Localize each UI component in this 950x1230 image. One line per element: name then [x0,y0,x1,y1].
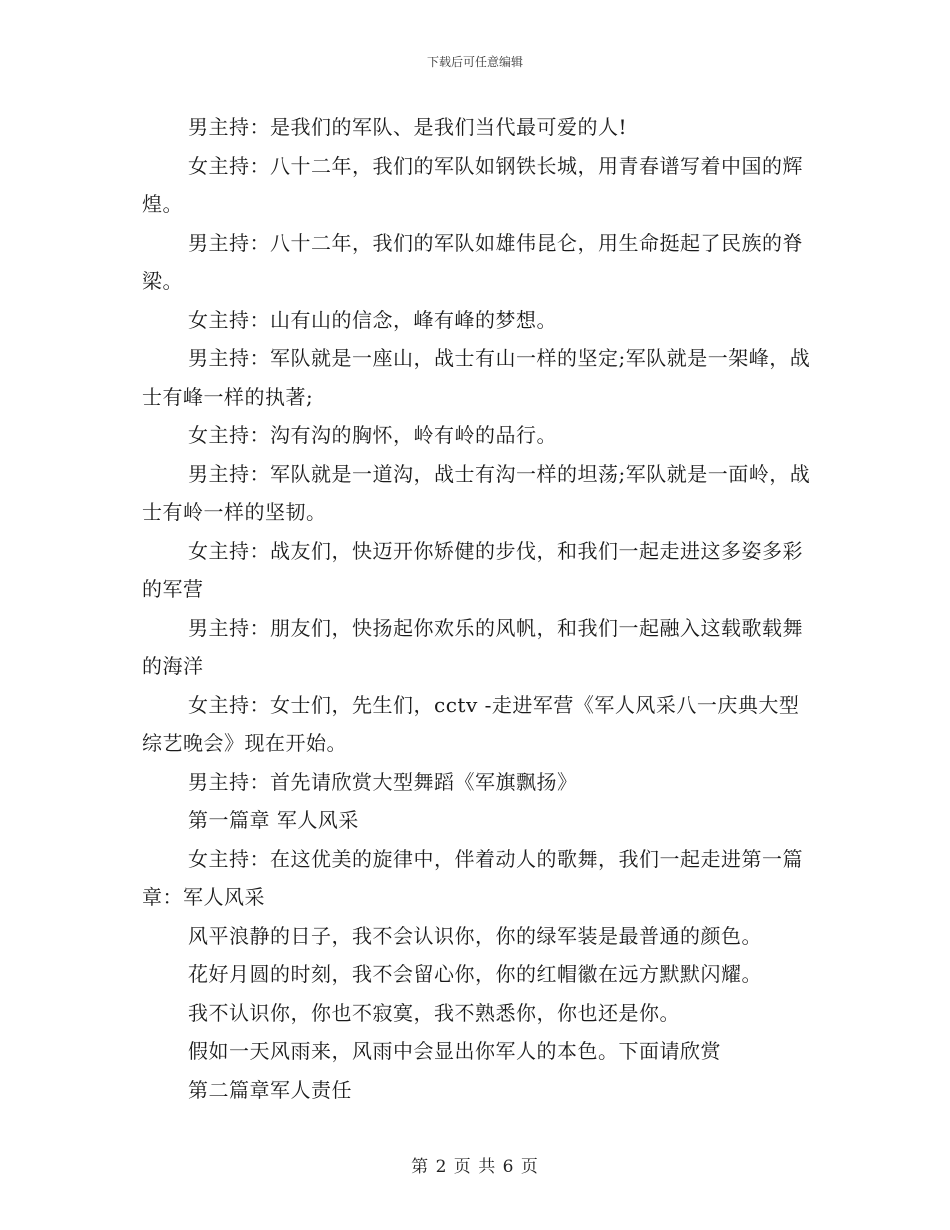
page-number: 第 2 页 共 6 页 [411,1157,539,1177]
paragraph: 男主持：军队就是一座山，战士有山一样的坚定;军队就是一架峰，战士有峰一样的执著; [142,346,811,409]
paragraph: 女主持：战友们，快迈开你矫健的步伐，和我们一起走进这多姿多彩的军营 [142,538,803,601]
section-heading: 第一篇章 军人风采 [188,808,359,832]
paragraph: 风平浪静的日子，我不会认识你，你的绿军装是最普通的颜色。 [188,923,762,948]
page-header: 下载后可任意编辑 [426,55,523,69]
paragraph: 女主持：山有山的信念，峰有峰的梦想。 [188,307,557,332]
paragraph: 女主持：女士们，先生们，cctv -走进军营《军人风采八一庆典大型综艺晚会》现在开始。 [142,692,800,755]
paragraph: 男主持：是我们的军队、是我们当代最可爱的人! [188,115,628,139]
section-heading: 第二篇章军人责任 [188,1077,352,1102]
paragraph: 花好月圆的时刻，我不会留心你，你的红帽徽在远方默默闪耀。 [188,962,762,986]
paragraph: 我不认识你，你也不寂寞，我不熟悉你，你也还是你。 [188,1000,680,1025]
paragraph: 假如一天风雨来，风雨中会显出你军人的本色。下面请欣赏 [188,1039,721,1063]
paragraph: 男主持：八十二年，我们的军队如雄伟昆仑，用生命挺起了民族的脊梁。 [142,230,803,293]
paragraph: 女主持：沟有沟的胸怀，岭有岭的品行。 [188,423,557,447]
paragraph: 男主持：首先请欣赏大型舞蹈《军旗飘扬》 [188,769,578,794]
paragraph: 男主持：朋友们，快扬起你欢乐的风帆，和我们一起融入这载歌载舞的海洋 [142,615,803,678]
paragraph: 女主持：在这优美的旋律中，伴着动人的歌舞，我们一起走进第一篇章：军人风采 [142,846,803,909]
document-body [142,108,812,1109]
paragraph: 男主持：军队就是一道沟，战士有沟一样的坦荡;军队就是一面岭，战士有岭一样的坚韧。 [142,461,811,524]
paragraph: 女主持：八十二年，我们的军队如钢铁长城，用青春谱写着中国的辉煌。 [142,153,803,216]
